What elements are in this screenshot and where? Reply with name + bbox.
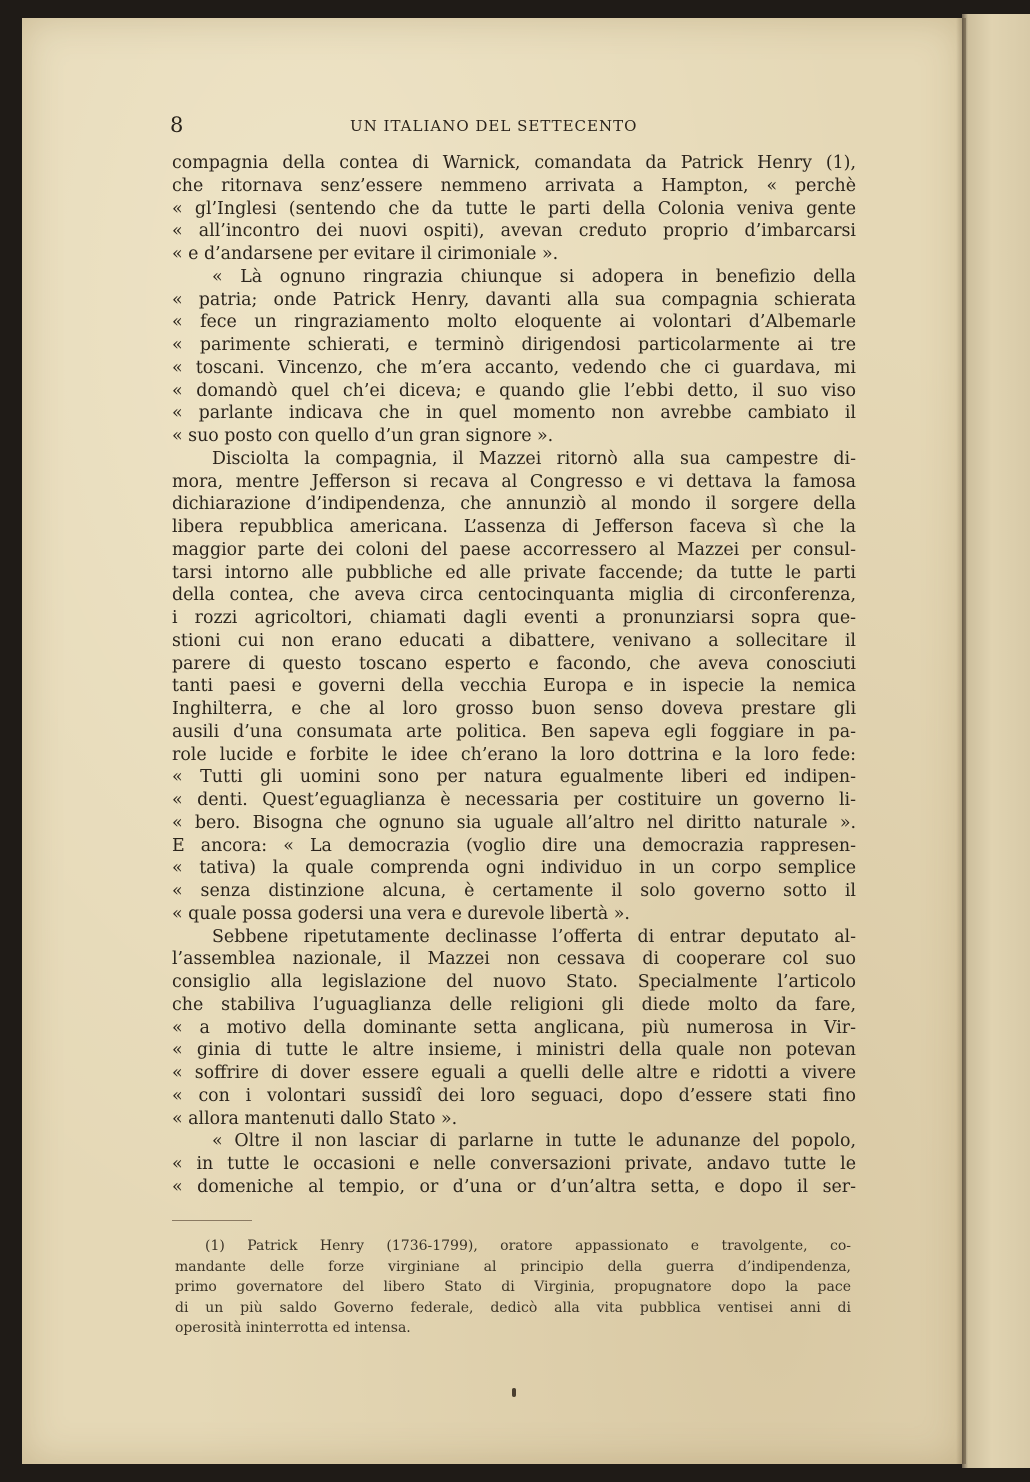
footnote-line: operosità ininterrotta ed intensa. <box>175 1320 411 1336</box>
text-line: « parimente schierati, e terminò dirigendosi particolarmente ai tre <box>172 335 856 355</box>
text-line: « e d’andarsene per evitare il cirimoniale ». <box>172 244 559 264</box>
text-line: mora, mentre Jefferson si recava al Congresso e vi dettava la famosa <box>172 471 856 492</box>
text-line: « con i volontari sussidî dei loro seguaci, dopo d’essere stati fino <box>172 1085 856 1106</box>
text-line: tanti paesi e governi della vecchia Europa e in ispecie la nemica <box>172 676 856 697</box>
text-line: l’assemblea nazionale, il Mazzei non cessava di cooperare col suo <box>172 949 856 970</box>
text-line: « allora mantenuti dallo Stato ». <box>172 1108 458 1129</box>
gutter-shadow <box>956 18 966 1464</box>
text-line: role lucide e forbite le idee ch’erano la loro dottrina e la loro fede: <box>172 744 856 765</box>
text-line: Inghilterra, e che al loro grosso buon senso doveva prestare gli <box>172 699 856 719</box>
text-line: « domeniche al tempio, or d’una or d’un’altra setta, e dopo il ser- <box>172 1176 856 1197</box>
text-line: « in tutte le occasioni e nelle conversazioni private, andavo tutte le <box>172 1154 856 1174</box>
text-line: che ritornava senz’essere nemmeno arrivata a Hampton, « perchè <box>172 175 856 196</box>
text-line: « ginia di tutte le altre insieme, i ministri della quale non potevan <box>172 1040 856 1061</box>
footnote-line: di un più saldo Governo federale, dedicò alla vita pubblica ventisei anni di <box>175 1299 851 1316</box>
text-line: « soffrire di dover essere eguali a quelli delle altre e ridotti a vivere <box>172 1063 856 1083</box>
text-line: « suo posto con quello d’un gran signore ». <box>172 426 554 446</box>
page-header <box>150 108 860 138</box>
text-line: tarsi intorno alle pubbliche ed alle private faccende; da tutte le parti <box>172 562 856 583</box>
footnote-line: (1) Patrick Henry (1736-1799), oratore appassionato e travolgente, co- <box>205 1238 851 1254</box>
text-line: « toscani. Vincenzo, che m’era accanto, vedendo che ci guardava, mi <box>172 357 856 378</box>
text-line: « domandò quel ch’ei diceva; e quando glie l’ebbi detto, il suo viso <box>172 380 856 401</box>
text-line: « senza distinzione alcuna, è certamente il solo governo sotto il <box>172 881 856 901</box>
text-line: ausili d’una consumata arte politica. Ben sapeva egli foggiare in pa- <box>172 721 856 742</box>
running-title: UN ITALIANO DEL SETTECENTO <box>350 117 638 135</box>
text-line: Disciolta la compagnia, il Mazzei ritornò alla sua campestre di- <box>212 448 856 469</box>
text-line: « patria; onde Patrick Henry, davanti alla sua compagnia schierata <box>172 289 856 310</box>
ink-speck <box>512 1388 516 1397</box>
text-line: « parlante indicava che in quel momento non avrebbe cambiato il <box>172 403 856 424</box>
text-line: dichiarazione d’indipendenza, che annunziò al mondo il sorgere della <box>172 494 856 515</box>
body-text <box>172 152 856 1199</box>
text-line: « tativa) la quale comprenda ogni individuo in un corpo semplice <box>172 858 856 879</box>
text-line: « bero. Bisogna che ognuno sia uguale all’altro nel diritto naturale ». <box>172 812 856 833</box>
page-number: 8 <box>170 113 184 137</box>
text-line: stioni cui non erano educati a dibattere, venivano a sollecitare il <box>172 630 856 651</box>
footnotes <box>175 1236 851 1339</box>
text-line: « Tutti gli uomini sono per natura egualmente liberi ed indipen- <box>172 767 856 788</box>
footnote-line: mandante delle forze virginiane al principio della guerra d’indipendenza, <box>175 1258 851 1275</box>
text-line: « all’incontro dei nuovi ospiti), avevan creduto proprio d’imbarcarsi <box>172 221 856 242</box>
text-line: Sebbene ripetutamente declinasse l’offerta di entrar deputato al- <box>212 926 856 947</box>
text-line: « denti. Quest’eguaglianza è necessaria per costituire un governo li- <box>172 790 856 810</box>
footnote-line: primo governatore del libero Stato di Virginia, propugnatore dopo la pace <box>175 1279 851 1295</box>
adjacent-page-edge <box>962 14 1030 1468</box>
text-line: « quale possa godersi una vera e durevole libertà ». <box>172 903 630 924</box>
text-line: « fece un ringraziamento molto eloquente ai volontari d’Albemarle <box>172 312 856 333</box>
text-line: i rozzi agricoltori, chiamati dagli eventi a pronunziarsi sopra que- <box>172 608 856 628</box>
text-line: E ancora: « La democrazia (voglio dire una democrazia rappresen- <box>172 835 856 856</box>
text-line: « Oltre il non lasciar di parlarne in tutte le adunanze del popolo, <box>212 1131 856 1152</box>
text-line: parere di questo toscano esperto e facondo, che aveva conosciuti <box>172 653 856 674</box>
text-line: libera repubblica americana. L’assenza di Jefferson faceva sì che la <box>172 517 856 537</box>
text-line: consiglio alla legislazione del nuovo Stato. Specialmente l’articolo <box>172 972 856 992</box>
text-line: della contea, che aveva circa centocinquanta miglia di circonferenza, <box>172 585 856 606</box>
text-line: « gl’Inglesi (sentendo che da tutte le parti della Colonia veniva gente <box>172 198 856 219</box>
text-line: « Là ognuno ringrazia chiunque si adopera in benefizio della <box>212 266 856 287</box>
text-line: compagnia della contea di Warnick, comandata da Patrick Henry (1), <box>172 153 856 173</box>
footnote-separator <box>172 1220 252 1221</box>
text-line: « a motivo della dominante setta anglicana, più numerosa in Vir- <box>172 1017 856 1038</box>
text-line: che stabiliva l’uguaglianza delle religioni gli diede molto da fare, <box>172 994 856 1015</box>
text-line: maggior parte dei coloni del paese accorressero al Mazzei per consul- <box>172 539 856 560</box>
